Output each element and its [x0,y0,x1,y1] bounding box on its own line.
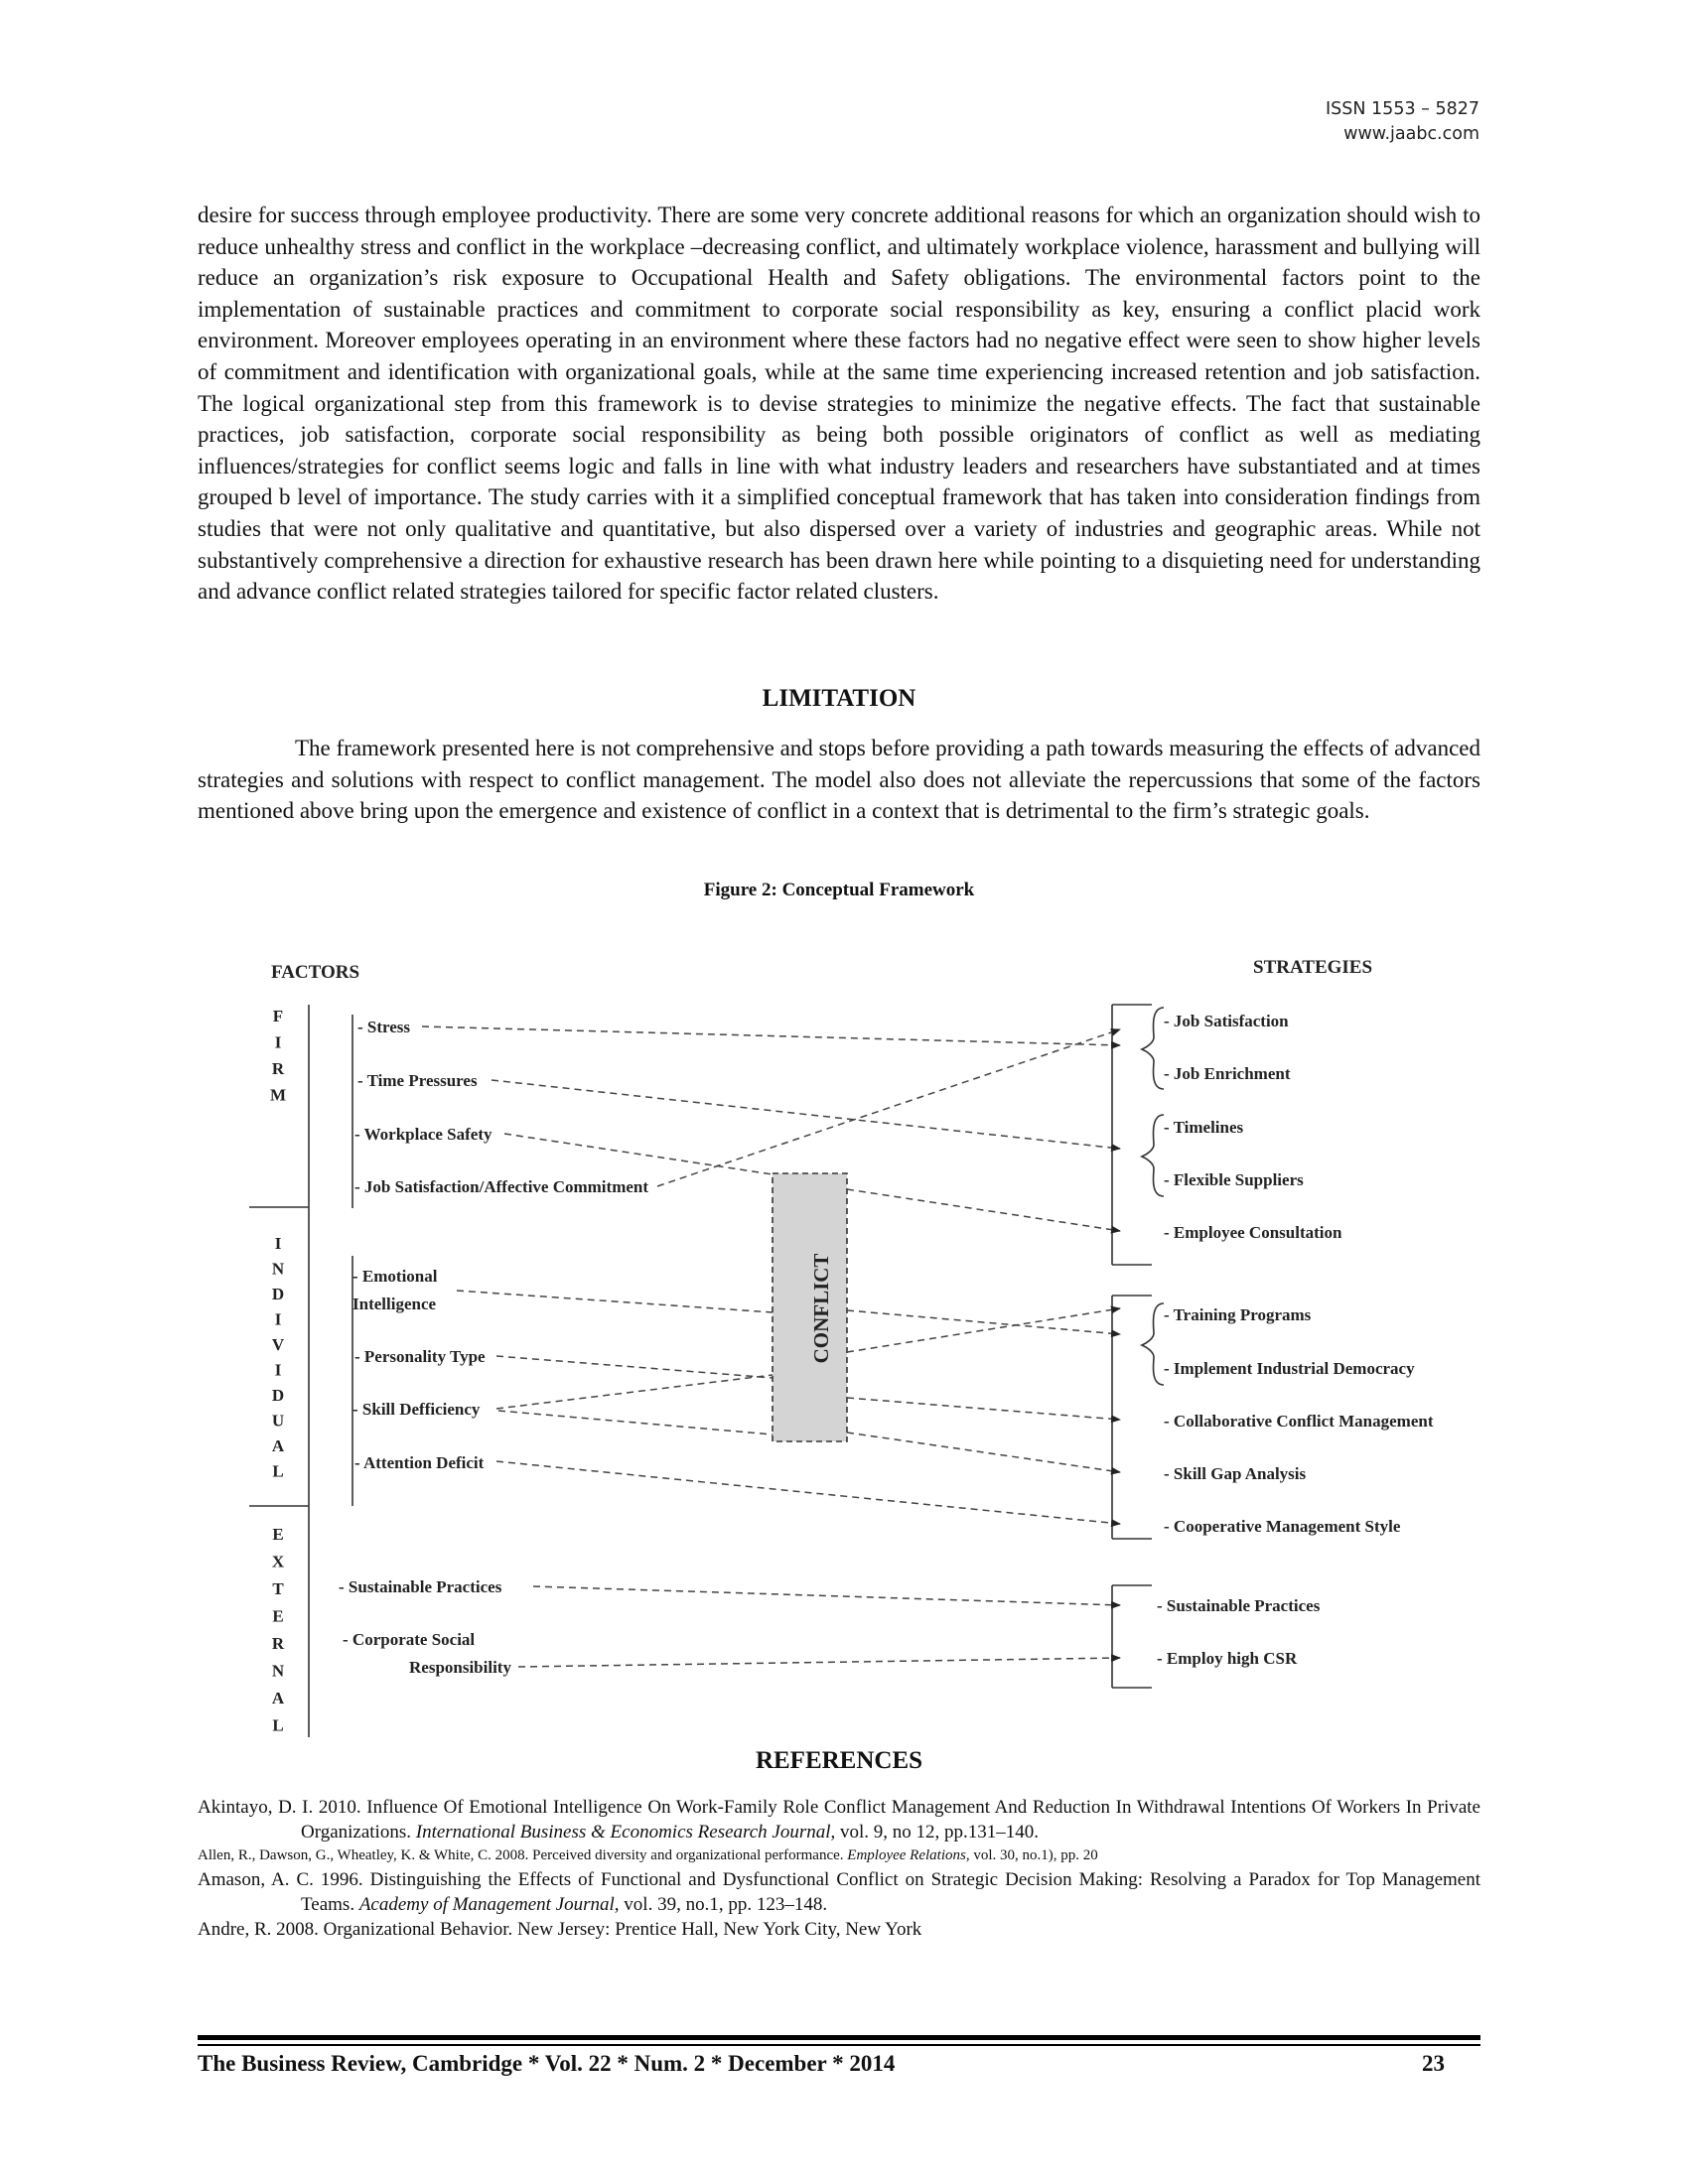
reference-item [198,1844,1480,1867]
reference-text: Akintayo, D. I. 2010. Influence Of Emotional Intelligence On Work-Family Role Conflict Management And Reduction In Withdrawal Intentions Of Workers In Private Organizations. [198,1797,1480,1843]
connector [422,1026,1120,1045]
factor-job-satisfaction: - Job Satisfaction/Affective Commitment [354,1177,649,1196]
connector [657,1029,1120,1186]
strategy-training-programs: - Training Programs [1164,1305,1312,1324]
connector [847,1398,1120,1420]
group-letter: D [271,1285,285,1303]
strategies-label: STRATEGIES [1253,957,1373,978]
strategy-job-satisfaction: - Job Satisfaction [1164,1012,1289,1030]
factor-stress: - Stress [357,1018,411,1036]
group-letter: U [271,1411,285,1431]
connector [457,1291,773,1312]
journal-url: www.jaabc.com [1343,124,1479,144]
footer-rule-thin [198,2044,1480,2046]
factor-personality-type: - Personality Type [354,1347,486,1366]
strategy-cooperative-management: - Cooperative Management Style [1164,1517,1401,1536]
strategy-labels [1157,1012,1434,1668]
factor-workplace-safety: - Workplace Safety [354,1125,492,1144]
strategy-employee-consultation: - Employee Consultation [1164,1223,1342,1242]
limitation-heading: LIMITATION [762,685,916,712]
group-letter: X [271,1552,285,1571]
strategy-collaborative-conflict: - Collaborative Conflict Management [1164,1412,1434,1431]
factor-time-pressures: - Time Pressures [357,1071,478,1090]
strategy-brackets [1112,1005,1164,1688]
factor-group-dividers [249,1005,352,1737]
group-letter: I [274,1234,282,1253]
footer-journal: The Business Review, Cambridge * Vol. 22 * Num. 2 * December * 2014 [198,2051,896,2076]
connector [496,1356,773,1378]
strategy-industrial-democracy: - Implement Industrial Democracy [1164,1359,1415,1378]
reference-details: , vol. 30, no.1), pp. 20 [965,1847,1098,1863]
reference-item [198,1795,1480,1844]
group-letter: E [272,1606,284,1626]
group-letter: I [274,1032,282,1052]
connector [496,1375,773,1409]
strategy-job-enrichment: - Job Enrichment [1164,1064,1291,1083]
factor-group-letters [270,1007,286,1735]
connector [533,1586,1120,1605]
group-letter: D [271,1386,285,1405]
reference-journal: Academy of Management Journal [358,1894,615,1915]
conflict-label: CONFLICT [809,1253,833,1364]
reference-details: , vol. 9, no 12, pp.131–140. [830,1822,1040,1843]
group-letter: M [269,1085,287,1105]
strategy-timelines: - Timelines [1164,1118,1244,1137]
connector [518,1658,1120,1667]
figure-caption: Figure 2: Conceptual Framework [703,880,975,900]
connector [496,1461,1120,1524]
strategy-employ-high-csr: - Employ high CSR [1157,1649,1298,1668]
reference-text: Andre, R. 2008. Organizational Behavior. New Jersey: Prentice Hall, New York City, New York [198,1919,922,1940]
page-number: 23 [1422,2051,1445,2076]
factor-attention-deficit: - Attention Deficit [354,1453,485,1472]
connector [847,1433,1120,1472]
reference-text: Amason, A. C. 1996. Distinguishing the Effects of Functional and Dysfunctional Conflict on Strategic Decision Making: Resolving a Paradox for Top Management Teams. [198,1869,1480,1915]
strategy-sustainable-practices: - Sustainable Practices [1157,1596,1321,1615]
factor-intelligence: Intelligence [352,1295,437,1313]
group-letter: R [271,1059,285,1078]
references-heading: REFERENCES [755,1747,923,1774]
reference-text: Allen, R., Dawson, G., Wheatley, K. & White, C. 2008. Perceived diversity and organizational performance. [198,1847,848,1863]
factor-labels [339,1018,648,1677]
group-letter: I [274,1309,282,1329]
group-letter: I [274,1360,282,1380]
strategy-skill-gap-analysis: - Skill Gap Analysis [1164,1464,1307,1483]
reference-details: , vol. 39, no.1, pp. 123–148. [614,1894,828,1915]
connector-lines [422,1026,1120,1667]
connector [847,1310,1120,1334]
group-letter: A [271,1436,285,1455]
group-letter: L [272,1461,284,1481]
page-footer [198,2051,1480,2077]
factor-responsibility: Responsibility [409,1658,511,1677]
group-letter: N [271,1259,285,1279]
factors-label: FACTORS [271,962,360,983]
group-letter: E [272,1525,284,1544]
group-letter: R [271,1634,285,1653]
group-letter: V [271,1335,285,1354]
factor-skill-defficiency: - Skill Defficiency [352,1400,481,1419]
strategy-flexible-suppliers: - Flexible Suppliers [1164,1170,1304,1189]
group-letter: L [272,1715,284,1735]
group-letter: F [272,1007,284,1025]
body-paragraph-1: desire for success through employee productivity. There are some very concrete additional reasons for which an organization should wish to reduce unhealthy stress and conflict in the workplace –decreasing conflict, and ultimately workplace violence, harassment and bullying will reduce an organization’s risk exposure to Occupational Health and Safety obligations. The environmental factors point to the implementation of sustainable practices and commitment to corporate social responsibility as key, ensuring a conflict placid work environment. Moreover employees operating in an environment where these factors had no negative effect were seen to show higher levels of commitment and identification with organizational goals, while at the same time experiencing increased retention and job satisfaction. The logical organizational step from this framework is to devise strategies to minimize the negative effects. The fact that sustainable practices, job satisfaction, corporate social responsibility as being both possible originators of conflict as well as mediating influences/strategies for conflict seems logic and falls in line with what industry leaders and researchers have substantiated and at times grouped b level of importance. The study carries with it a simplified conceptual framework that has taken into consideration findings from studies that were not only qualitative and quantitative, but also dispersed over a variety of industries and geographic areas. While not substantively comprehensive a direction for exhaustive research has been drawn here while pointing to a disquieting need for understanding and advance conflict related strategies tailored for specific factor related clusters. [198,203,1480,605]
footer-rule [198,2035,1480,2040]
issn-text: ISSN 1553 – 5827 [1326,99,1479,119]
factor-corporate-social: - Corporate Social [343,1630,476,1649]
reference-item [198,1917,1480,1942]
references-list [198,1795,1480,1942]
connector [504,1134,773,1174]
factor-sustainable-practices: - Sustainable Practices [339,1577,502,1596]
connector [498,1411,773,1434]
group-letter: T [272,1579,284,1598]
group-letter: A [271,1689,285,1707]
reference-journal: Employee Relations [847,1847,966,1863]
connector [492,1080,1120,1149]
reference-journal: International Business & Economics Research Journal [415,1822,831,1843]
connector [847,1189,1120,1231]
factor-emotional: - Emotional [352,1267,438,1286]
body-paragraph-2: The framework presented here is not comprehensive and stops before providing a path towards measuring the effects of advanced strategies and solutions with respect to conflict management. The model also does not alleviate the repercussions that some of the factors mentioned above bring upon the emergence and existence of conflict in a context that is detrimental to the firm’s strategic goals. [198,736,1480,824]
reference-item [198,1867,1480,1917]
group-letter: N [271,1661,285,1681]
